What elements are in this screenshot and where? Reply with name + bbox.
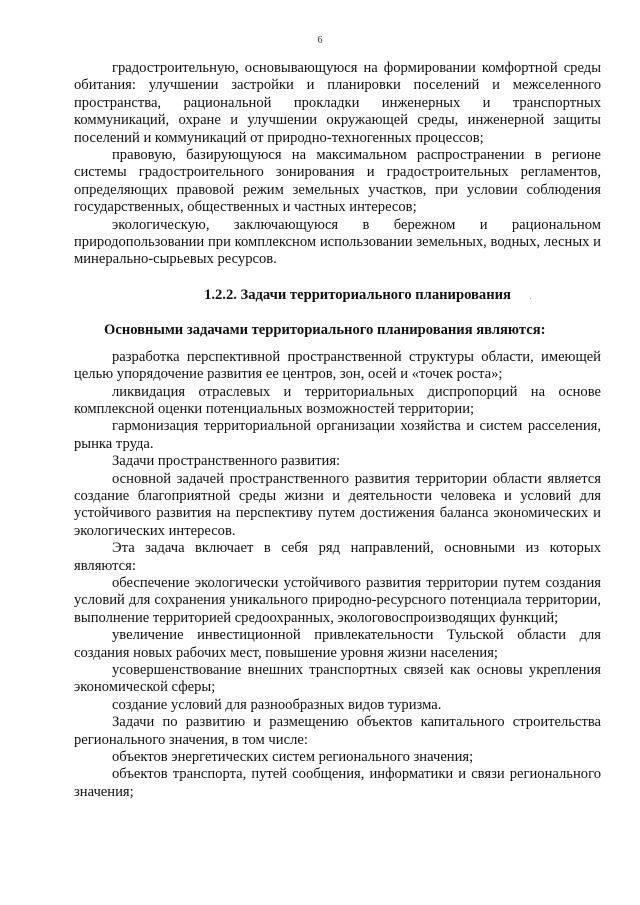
paragraph-urban-planning: градостроительную, основывающуюся на формировании комфортной среды обитания: улучшении застройки и планировки поселений и межселенного пространства, рациональной прокладки инженерных и транспортных коммуникаций, охране и улучшении окружающей среды, инженерной защиты поселений и коммуникаций от природно-техногенных процессов; (74, 60, 601, 146)
paragraph-capital-construction: Задачи по развитию и размещению объектов капитального строительства регионального значения, в том числе: (74, 714, 601, 748)
paragraph-energy-systems: объектов энергетических систем регионального значения; (112, 749, 474, 766)
paragraph-transport-links: усовершенствование внешних транспортных связей как основы укрепления экономической сферы; (74, 662, 601, 696)
paragraph-disproportions: ликвидация отраслевых и территориальных диспропорций на основе комплексной оценки потенциальных возможностей территории; (74, 383, 601, 417)
paragraph-transport-objects: объектов транспорта, путей сообщения, информатики и связи регионального значения; (74, 766, 601, 800)
paragraph-harmonization: гармонизация территориальной организации хозяйства и систем расселения, рынка труда. (74, 418, 601, 452)
document-body (74, 60, 601, 801)
page-number: 6 (317, 35, 323, 46)
paragraph-eco-sustainable: обеспечение экологически устойчивого развития территории путем создания условий для сохранения уникального природно-ресурсного потенциала территории, выполнение территорией средоохранных, экологовоспроизводящих функций; (74, 574, 601, 626)
paragraph-spatial-tasks-heading: Задачи пространственного развития: (112, 453, 341, 470)
paragraph-main-task: основной задачей пространственного развития территории области является создание благоприятной среды жизни и деятельности человека и условий для устойчивого развития на перспективу путем достижения баланса экономических и экологических интересов. (74, 470, 601, 539)
paragraph-investment: увеличение инвестиционной привлекательности Тульской области для создания новых рабочих мест, повышение уровня жизни населения; (74, 627, 601, 661)
scan-speck (530, 298, 531, 299)
section-subheading: Основными задачами территориального планирования являются: (104, 322, 546, 339)
paragraph-spatial-structure: разработка перспективной пространственной структуры области, имеющей целью упорядочение развития ее центров, зон, осей и «точек роста»; (74, 348, 601, 383)
section-heading: 1.2.2. Задачи территориального планирования (204, 286, 511, 303)
paragraph-legal: правовую, базирующуюся на максимальном распространении в регионе системы градостроительного зонирования и градостроительных регламентов, определяющих правовой режим земельных участков, при условии соблюдения государственных, общественных и частных интересов; (74, 147, 601, 216)
paragraph-ecological: экологическую, заключающуюся в бережном и рациональном природопользовании при комплексном использовании земельных, водных, лесных и минерально-сырьевых ресурсов. (74, 216, 601, 268)
paragraph-directions: Эта задача включает в себя ряд направлений, основными из которых являются: (74, 540, 601, 574)
paragraph-tourism: создание условий для разнообразных видов туризма. (112, 696, 442, 713)
